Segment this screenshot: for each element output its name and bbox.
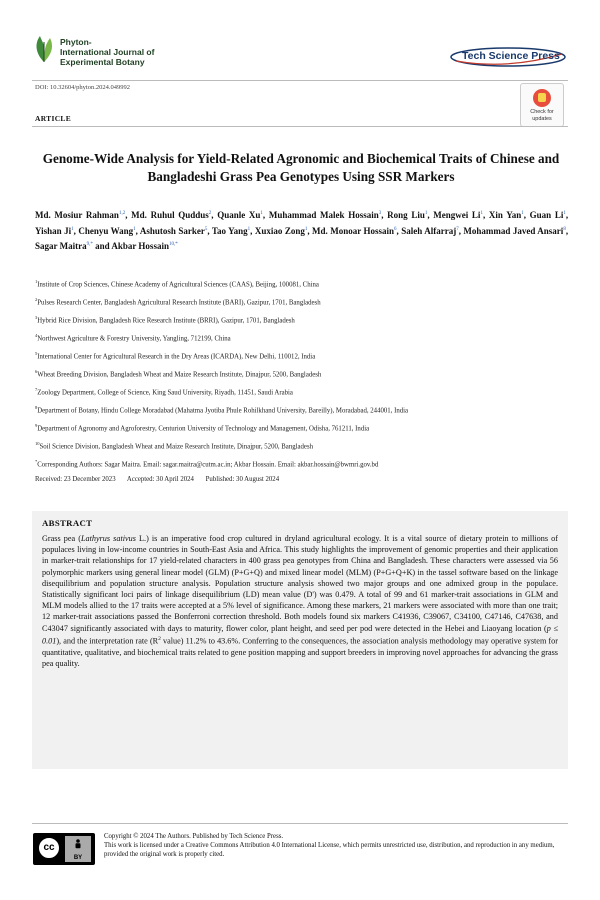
person-icon [73, 839, 83, 851]
author-affiliation-marker: 1,2 [118, 211, 126, 216]
affiliation-marker: 10 [35, 440, 40, 446]
author-name: Akbar Hossain [111, 241, 169, 252]
p-value: p ≤ 0.01 [42, 623, 559, 646]
affiliation-text: Northwest Agriculture & Forestry University, Yangling, 712199, China [37, 335, 231, 343]
check-for-updates-badge[interactable] [520, 83, 564, 127]
affiliation-text: Wheat Breeding Division, Bangladesh Wheat and Maize Research Institute, Dinajpur, 5200, Bangladesh [37, 371, 322, 379]
author-affiliation-marker: 2 [208, 211, 212, 216]
license-text [104, 832, 570, 860]
affiliation-marker: 2 [35, 296, 38, 302]
journal-name-line: International Journal of [60, 47, 155, 57]
paper-title: Genome-Wide Analysis for Yield-Related Agronomic and Biochemical Traits of Chinese and Bangladeshi Grass Pea Genotypes Using SSR Markers [42, 151, 560, 184]
article-type: ARTICLE [35, 114, 72, 123]
author-affiliation-marker: 1 [424, 211, 428, 216]
author-name: Mohammad Javed Ansari [463, 225, 564, 236]
affiliation-text: Soil Science Division, Bangladesh Wheat and Maize Research Institute, Dinajpur, 5200, Bangladesh [39, 442, 313, 450]
affiliation-item [35, 314, 555, 325]
abstract-body [42, 533, 558, 669]
affiliation-list [35, 278, 555, 469]
author-affiliation-marker: 3 [378, 211, 382, 216]
author-name: Chenyu Wang [78, 225, 134, 236]
affiliation-marker: 7 [35, 386, 38, 392]
author-name: Md. Mosiur Rahman [35, 210, 119, 220]
by-label: BY [73, 855, 83, 861]
check-updates-line: Check for [530, 109, 554, 115]
affiliation-text: Institute of Crop Sciences, Chinese Academy of Agricultural Sciences (CAAS), Beijing, 100081, China [37, 281, 319, 289]
copyright-line: Copyright © 2024 The Authors. Published by Tech Science Press. [104, 833, 284, 840]
affiliation-marker: 9 [35, 422, 38, 428]
author-name: Yishan Ji [35, 225, 72, 236]
journal-name-line: Experimental Botany [60, 57, 145, 67]
author-name: Rong Liu [387, 210, 425, 220]
by-icon [65, 836, 91, 862]
doi-link[interactable]: DOI: 10.32604/phyton.2024.049992 [35, 84, 130, 91]
author-name: Tao Yang [211, 225, 248, 236]
author-affiliation-marker: 8 [563, 226, 566, 232]
header-divider [32, 80, 568, 81]
journal-name-line: Phyton- [60, 37, 92, 47]
r2-superscript: 2 [158, 635, 161, 642]
published-date: Published: 30 August 2024 [205, 475, 280, 483]
author-affiliation-marker: 10,* [168, 242, 178, 248]
received-date: Received: 23 December 2023 [35, 475, 116, 483]
abstract-box [32, 511, 568, 769]
author-affiliation-marker: 1 [247, 226, 251, 232]
accepted-date: Accepted: 30 April 2024 [126, 475, 194, 483]
affiliation-text: Department of Botany, Hindu College Moradabad (Mahatma Jyotiba Phule Rohilkhand University, Bareilly), Moradabad, 244001, India [37, 407, 409, 415]
author-affiliation-marker: 1 [71, 226, 74, 232]
affiliation-item [35, 386, 555, 397]
author-affiliation-marker: 9,* [86, 242, 93, 248]
affiliation-item [35, 368, 555, 379]
affiliation-item [35, 440, 555, 451]
affiliation-item [35, 278, 555, 289]
author-name: Xin Yan [488, 210, 522, 220]
affiliation-item [35, 458, 555, 469]
affiliation-marker: 8 [35, 404, 38, 410]
author-affiliation-marker: 5 [204, 226, 208, 232]
affiliation-text: Hybrid Rice Division, Bangladesh Rice Research Institute (BRRI), Gazipur, 1701, Bangladesh [37, 317, 295, 325]
affiliation-item [35, 332, 555, 343]
author-name: Md. Monoar Hossain [312, 225, 395, 236]
affiliation-marker: * [35, 458, 38, 464]
author-name: Guan Li [529, 210, 564, 220]
author-name: Sagar Maitra [35, 241, 87, 252]
author-affiliation-marker: 7 [456, 226, 459, 232]
affiliation-item [35, 350, 555, 361]
author-name: Md. Ruhul Quddus [131, 210, 209, 220]
affiliation-item [35, 404, 555, 415]
author-name: Mengwei Li [433, 210, 481, 220]
footer-divider [32, 823, 568, 824]
abstract-text: L.) is an imperative food crop cultured in dryland agricultural ecology. It is a vital source of dietary protein to millions of populaces living in low-income countries in South-East Asia and Africa. This study highlights the improvement of genomic properties and their application in marker-trait relationships for 17 yield-related characters in 400 grass pea genotypes from China and Bangladesh. These characters were assessed via 56 polymorphic markers using general linear model (GLM) (P+G+Q) and mixed linear model (MLM) (P+G+Q+K) in the tassel software based on the linkage disequilibrium and population structure analysis. Population structure analysis showed two major groups and one admixed group in the populace. Statistically significant loci pairs of linkage disequilibrium (LD) mean value (D') was 0.479. A total of 99 and 61 marker-trait associations in GLM and MLM models allied to the 17 traits were accepted at a 5% level of significance. Among these markers, 21 markers were associated with more than one trait; 12 marker-trait associations passed the Bonferroni correction threshold. Both models found six markers C41936, C39067, C34100, C47146, C47638, and C43047 significantly associated with days to maturity, flower color, plant height, and seed per pod were detected in the Hebei and Liaoyang location ( [42, 534, 558, 633]
abstract-heading: ABSTRACT [42, 518, 93, 528]
journal-name [60, 37, 210, 67]
affiliation-text: Pulses Research Center, Bangladesh Agricultural Research Institute (BARI), Gazipur, 1701, Bangladesh [37, 299, 321, 307]
affiliation-text: Corresponding Authors: Sagar Maitra. Email: sagar.maitra@cutm.ac.in; Akbar Hossain. Email: akbar.hossain@bwmri.gov.bd [37, 460, 379, 468]
cc-icon: cc [37, 836, 61, 860]
check-updates-line: updates [532, 115, 552, 122]
author-affiliation-marker: 1 [133, 226, 136, 232]
affiliation-marker: 3 [35, 314, 38, 320]
affiliation-marker: 4 [35, 332, 38, 338]
publication-dates [35, 476, 555, 484]
check-updates-icon [533, 89, 551, 107]
author-name: Quanle Xu [217, 210, 261, 220]
author-affiliation-marker: 1 [480, 211, 483, 216]
affiliation-marker: 5 [35, 350, 38, 356]
author-affiliation-marker: 1 [563, 211, 566, 216]
author-affiliation-marker: 1 [260, 211, 263, 216]
check-updates-label [521, 109, 563, 122]
author-affiliation-marker: 1 [304, 226, 308, 232]
journal-logo-icon [32, 34, 56, 64]
affiliation-text: Zoology Department, College of Science, King Saud University, Riyadh, 11451, Saudi Arabia [37, 389, 293, 397]
license-statement: This work is licensed under a Creative Commons Attribution 4.0 International License, which permits unrestricted use, distribution, and reproduction in any medium, provided the original work is properly cited. [104, 842, 555, 859]
author-affiliation-marker: 6 [394, 226, 397, 232]
article-divider [32, 126, 568, 127]
author-name: Saleh Alfarraj [401, 225, 457, 236]
affiliation-item [35, 296, 555, 307]
author-name: Muhammad Malek Hossain [268, 210, 379, 220]
affiliation-text: Department of Agronomy and Agroforestry, Centurion University of Technology and Management, Odisha, 761211, India [37, 425, 370, 433]
abstract-text: ), and the interpretation rate (R [56, 636, 159, 646]
abstract-text: value) 11.2% to 43.6%. Conferring to the consequences, the association analysis methodology may operative system for quantitative, qualitative, and biochemical traits related to gene position mapping and support breeders in improving novel approaches for advancing the grass pea quality. [42, 636, 558, 668]
author-name: Ashutosh Sarker [139, 225, 205, 236]
publisher-logo [448, 46, 568, 68]
author-list: Md. Mosiur Rahman$^{1,2}$, Md. Ruhul Quddus$^2$, Quanle Xu$^1$, Muhammad Malek Hossain$^3$, Rong Liu$^1$, Mengwei Li$^1$, Xin Yan$^1$, Guan Li$^1$, Yishan Ji$^1$, Chenyu Wang$^1$, Ashutosh Sarker$^5$, Tao Yang$^1$, Xuxiao Zong$^1$, Md. Monoar Hossain$^6$, Saleh Alfarraj$^7$, Mohammad Javed Ansari$^8$, Sagar Maitra$^{9,*}$ and Akbar Hossain$^{10,*}$ [35, 210, 569, 252]
species-name: Lathyrus sativus [80, 534, 136, 543]
affiliation-marker: 6 [35, 368, 38, 374]
affiliation-marker: 1 [35, 279, 38, 284]
author-affiliation-marker: 1 [521, 211, 524, 216]
cc-by-license-badge[interactable] [33, 833, 95, 865]
abstract-text: Grass pea ( [42, 534, 81, 543]
affiliation-text: International Center for Agricultural Research in the Dry Areas (ICARDA), New Delhi, 110012, India [37, 353, 316, 361]
publisher-name: Tech Science Press [462, 50, 560, 62]
author-name: Xuxiao Zong [254, 225, 305, 236]
affiliation-item [35, 422, 555, 433]
affiliations [35, 278, 555, 484]
